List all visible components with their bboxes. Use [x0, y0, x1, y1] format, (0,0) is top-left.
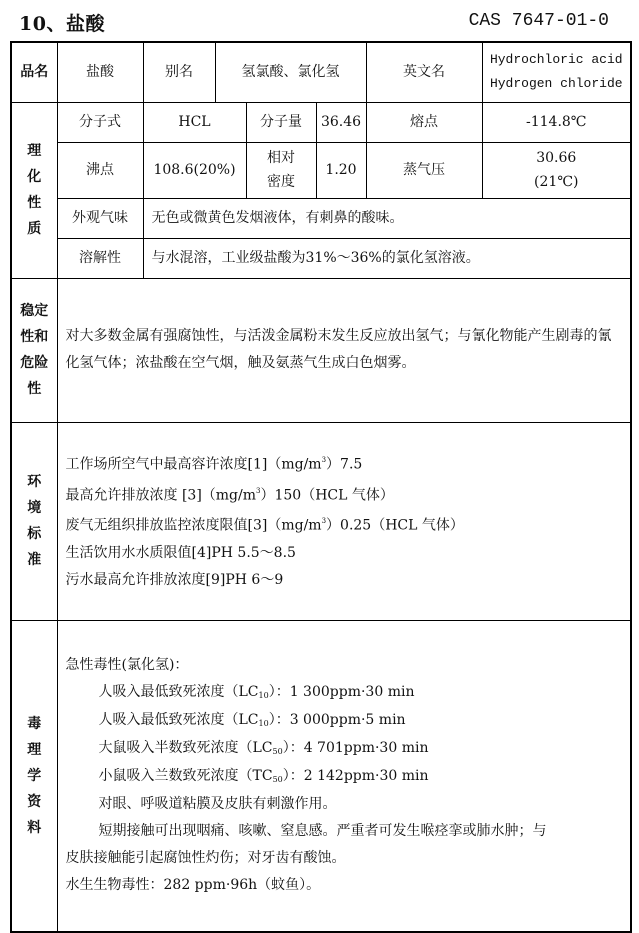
- tox-sub: 50: [272, 747, 283, 757]
- tox-sub: 50: [272, 775, 283, 785]
- stability-label-line: 危险: [20, 355, 49, 371]
- english-label: 英文名: [366, 42, 482, 102]
- tox-text: ）：1 300ppm·30 min: [268, 684, 415, 701]
- stability-row: [11, 278, 631, 422]
- density-label-line2: 密度: [267, 174, 295, 190]
- env-standard-line: [66, 448, 623, 479]
- properties-row-1: [11, 102, 631, 142]
- properties-label-char: 质: [27, 221, 42, 237]
- stability-label: [11, 278, 57, 422]
- properties-row-3: [11, 198, 631, 238]
- env-text: 最高允许排放浓度 [3]（mg/m: [65, 487, 257, 504]
- alias-label: 别名: [143, 42, 215, 102]
- toxicity-item: [66, 679, 623, 707]
- tox-text: 人吸入最低致死浓度（LC: [98, 712, 259, 729]
- solubility-value: 与水混溶，工业级盐酸为31%～36%的氯化氢溶液。: [143, 238, 631, 278]
- bp-label: 沸点: [57, 142, 143, 198]
- stability-label-line: 性: [27, 381, 42, 397]
- tox-text: ）：2 142ppm·30 min: [282, 768, 429, 785]
- toxicology-row: [11, 620, 631, 932]
- env-text: ）7.5: [326, 456, 363, 473]
- env-text: ）0.25（HCL 气体）: [326, 517, 464, 534]
- toxicology-data: [57, 620, 631, 932]
- density-label-line1: 相对: [267, 150, 295, 166]
- stability-label-line: 稳定: [20, 303, 49, 319]
- properties-label-char: 化: [27, 169, 42, 185]
- short-term-exposure-line2: 皮肤接触能引起腐蚀性灼伤；对牙齿有酸蚀。: [65, 850, 346, 867]
- english-name-line2: Hydrogen chloride: [489, 76, 623, 92]
- english-name: [482, 42, 631, 102]
- vp-value-line2: (21℃): [534, 174, 579, 190]
- mw-value: 36.46: [316, 102, 366, 142]
- mp-label: 熔点: [366, 102, 482, 142]
- properties-label-char: 性: [27, 195, 42, 211]
- properties-section-label: [11, 102, 57, 278]
- tox-text: ）：3 000ppm·5 min: [268, 712, 406, 729]
- appearance-value: 无色或微黄色发烟液体，有刺鼻的酸味。: [143, 198, 631, 238]
- formula-label: 分子式: [57, 102, 143, 142]
- env-standard-line: 污水最高允许排放浓度[9]PH 6～9: [65, 571, 284, 588]
- toxicology-label-char: 料: [27, 819, 42, 836]
- properties-row-4: [11, 238, 631, 278]
- irritation-note: 对眼、呼吸道粘膜及皮肤有刺激作用。: [98, 796, 337, 813]
- appearance-label: 外观气味: [57, 198, 143, 238]
- stability-text-cell: [57, 278, 631, 422]
- density-value: 1.20: [316, 142, 366, 198]
- tox-text: 大鼠吸入半数致死浓度（LC: [98, 740, 273, 757]
- env-sup: 3: [256, 486, 261, 495]
- mw-label: 分子量: [246, 102, 316, 142]
- density-label: [246, 142, 316, 198]
- tox-text: 小鼠吸入兰数致死浓度（TC: [98, 768, 273, 785]
- bp-value: 108.6(20%): [143, 142, 246, 198]
- solubility-label: 溶解性: [57, 238, 143, 278]
- toxicity-item: [66, 707, 623, 735]
- environment-row: [11, 422, 631, 620]
- toxicology-label-char: 资: [27, 793, 42, 810]
- alias-value: 氢氯酸、氯化氢: [215, 42, 366, 102]
- name-label: 品名: [11, 42, 57, 102]
- toxicology-label-char: 理: [27, 741, 42, 758]
- env-text: ）150（HCL 气体）: [260, 487, 394, 504]
- tox-text: 人吸入最低致死浓度（LC: [98, 684, 259, 701]
- env-standard-line: [66, 479, 623, 510]
- chemical-data-sheet: [10, 41, 632, 933]
- env-sup: 3: [321, 517, 327, 526]
- stability-label-line: 性和: [20, 329, 49, 345]
- environment-label: [11, 422, 57, 620]
- environment-label-char: 境: [27, 500, 42, 516]
- tox-sub: 10: [258, 719, 269, 729]
- mp-value: -114.8℃: [482, 102, 631, 142]
- stability-text: 对大多数金属有强腐蚀性，与活泼金属粉末发生反应放出氢气；与氰化物能产生剧毒的氰化氢气体；浓盐酸在空气烟，触及氨蒸气生成白色烟雾。: [65, 328, 612, 371]
- environment-standards: [57, 422, 631, 620]
- toxicity-item: [66, 763, 623, 791]
- env-text: 工作场所空气中最高容许浓度[1]（mg/m: [65, 456, 322, 473]
- vp-label: 蒸气压: [366, 142, 482, 198]
- toxicity-item: [66, 735, 623, 763]
- toxicology-label: [11, 620, 57, 932]
- acute-toxicity-heading: 急性毒性(氯化氢)：: [65, 657, 189, 674]
- page-title: 10、盐酸: [19, 13, 105, 35]
- tox-sub: 10: [258, 691, 269, 701]
- formula-value: HCL: [143, 102, 246, 142]
- env-standard-line: [66, 509, 623, 540]
- vp-value: [482, 142, 631, 198]
- cas-number: CAS 7647-01-0: [468, 11, 609, 31]
- env-text: 废气无组织排放监控浓度限值[3]（mg/m: [65, 517, 322, 534]
- properties-label-char: 理: [27, 143, 42, 159]
- properties-row-2: [11, 142, 631, 198]
- environment-label-char: 准: [27, 552, 42, 568]
- short-term-exposure-line1: 短期接触可出现咽痛、咳嗽、窒息感。严重者可发生喉痉挛或肺水肿；与: [98, 823, 547, 840]
- toxicology-label-char: 学: [27, 767, 42, 784]
- env-sup: 3: [321, 456, 327, 465]
- aquatic-toxicity: 水生生物毒性：282 ppm·96h（蚊鱼）。: [65, 877, 321, 894]
- env-standard-line: 生活饮用水水质限值[4]PH 5.5～8.5: [65, 544, 296, 561]
- tox-text: ）：4 701ppm·30 min: [282, 740, 429, 757]
- toxicology-label-char: 毒: [27, 715, 42, 732]
- vp-value-line1: 30.66: [536, 150, 577, 166]
- identity-row: [11, 42, 631, 102]
- english-name-line1: Hydrochloric acid: [489, 52, 623, 68]
- environment-label-char: 环: [27, 474, 42, 490]
- name-value: 盐酸: [57, 42, 143, 102]
- environment-label-char: 标: [27, 526, 42, 542]
